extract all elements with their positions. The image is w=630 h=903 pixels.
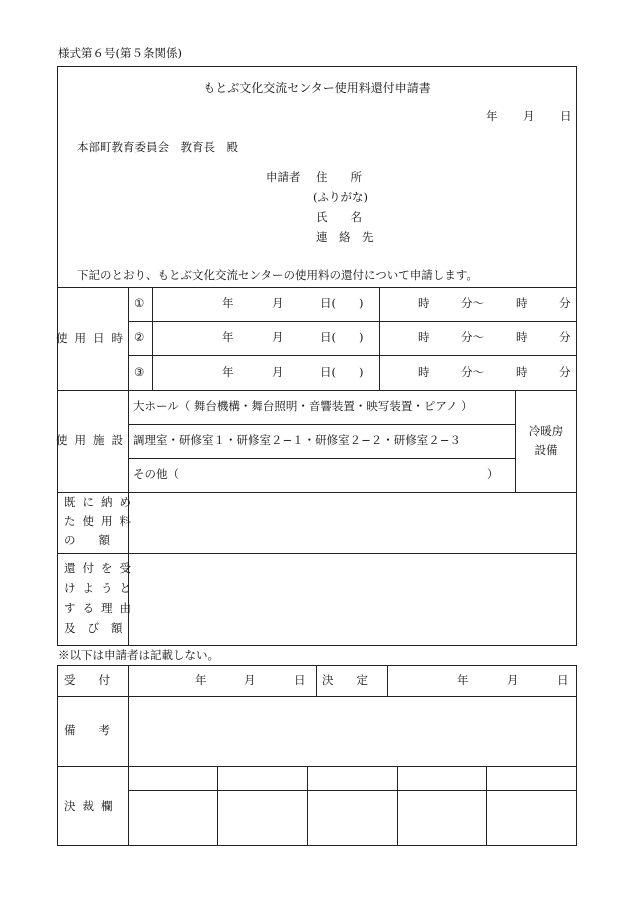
facilities-label: 使用施設 [56, 433, 130, 447]
form-title: もとぶ文化交流センター使用料還付申請書 [203, 81, 431, 95]
facility-other-open: その他（ [133, 467, 179, 481]
usage-row-2-day: 日( ) [320, 330, 364, 344]
office-use-note: ※以下は申請者は記載しない。 [58, 648, 219, 662]
usage-datetime-label: 使用日時 [56, 331, 130, 345]
received-year: 年 [195, 673, 207, 687]
decided-label: 決 定 [322, 673, 368, 687]
usage-row-2-minute: 分～ [461, 330, 484, 344]
received-label: 受 付 [64, 673, 110, 687]
decided-year: 年 [457, 673, 469, 687]
usage-row-3-month: 月 [272, 365, 284, 379]
paid-fee-label-line-3: の 額 [64, 533, 110, 547]
usage-row-1-year: 年 [222, 296, 234, 310]
usage-row-3-end-hour: 時 [516, 365, 528, 379]
decided-day: 日 [557, 673, 569, 687]
usage-row-2-year: 年 [222, 330, 234, 344]
facility-other-close: ） [487, 467, 499, 481]
approval-label: 決裁欄 [64, 799, 120, 813]
usage-row-3-number: ③ [134, 365, 145, 379]
hvac-label-line-1: 冷暖房 [528, 424, 564, 438]
refund-reason-label-line-1: 還付を受 [64, 561, 138, 575]
usage-row-1-number: ① [134, 296, 145, 310]
usage-row-3-year: 年 [222, 365, 234, 379]
remarks-label: 備 考 [64, 723, 110, 737]
decided-month: 月 [507, 673, 519, 687]
usage-row-2-hour: 時 [418, 330, 430, 344]
statement-text: 下記のとおり、もとぶ文化交流センターの使用料の還付について申請します。 [77, 268, 478, 282]
usage-row-3-day: 日( ) [320, 365, 364, 379]
received-day: 日 [294, 673, 306, 687]
usage-row-1-day: 日( ) [320, 296, 364, 310]
usage-row-2-number: ② [134, 330, 145, 344]
date-year-label: 年 [486, 109, 498, 123]
usage-row-2-end-minute: 分 [559, 330, 571, 344]
usage-row-3-minute: 分～ [461, 365, 484, 379]
paid-fee-label-line-2: た使用料 [64, 514, 138, 528]
date-month-label: 月 [523, 109, 535, 123]
applicant-furigana-label: (ふりがな) [313, 190, 368, 204]
usage-row-1-end-minute: 分 [559, 296, 571, 310]
refund-reason-label-line-3: する理由 [64, 601, 138, 615]
addressee: 本部町教育委員会 教育長 殿 [77, 140, 238, 154]
usage-row-3-end-minute: 分 [559, 365, 571, 379]
applicant-name-label: 氏 名 [316, 210, 362, 224]
date-day-label: 日 [560, 109, 572, 123]
refund-reason-label-line-2: けようと [64, 581, 138, 595]
usage-row-1-end-hour: 時 [516, 296, 528, 310]
facility-hall: 大ホール（ 舞台機構・舞台照明・音響装置・映写装置・ピアノ ） [133, 399, 473, 413]
usage-row-1-month: 月 [272, 296, 284, 310]
paid-fee-label-line-1: 既に納め [64, 495, 138, 509]
applicant-contact-label: 連 絡 先 [316, 230, 374, 244]
office-use-table [57, 665, 577, 846]
applicant-label: 申請者 [266, 170, 301, 184]
usage-row-3-hour: 時 [418, 365, 430, 379]
received-month: 月 [244, 673, 256, 687]
applicant-address-label: 住 所 [316, 170, 362, 184]
usage-row-1-minute: 分～ [461, 296, 484, 310]
usage-row-2-month: 月 [272, 330, 284, 344]
refund-reason-label-line-4: 及び額 [64, 621, 135, 635]
usage-row-1-hour: 時 [418, 296, 430, 310]
hvac-label-line-2: 設備 [534, 443, 558, 457]
usage-row-2-end-hour: 時 [516, 330, 528, 344]
facility-rooms: 調理室・研修室１・研修室２−１・研修室２−２・研修室２−３ [133, 433, 461, 447]
form-number: 様式第６号(第５条関係) [58, 46, 182, 60]
